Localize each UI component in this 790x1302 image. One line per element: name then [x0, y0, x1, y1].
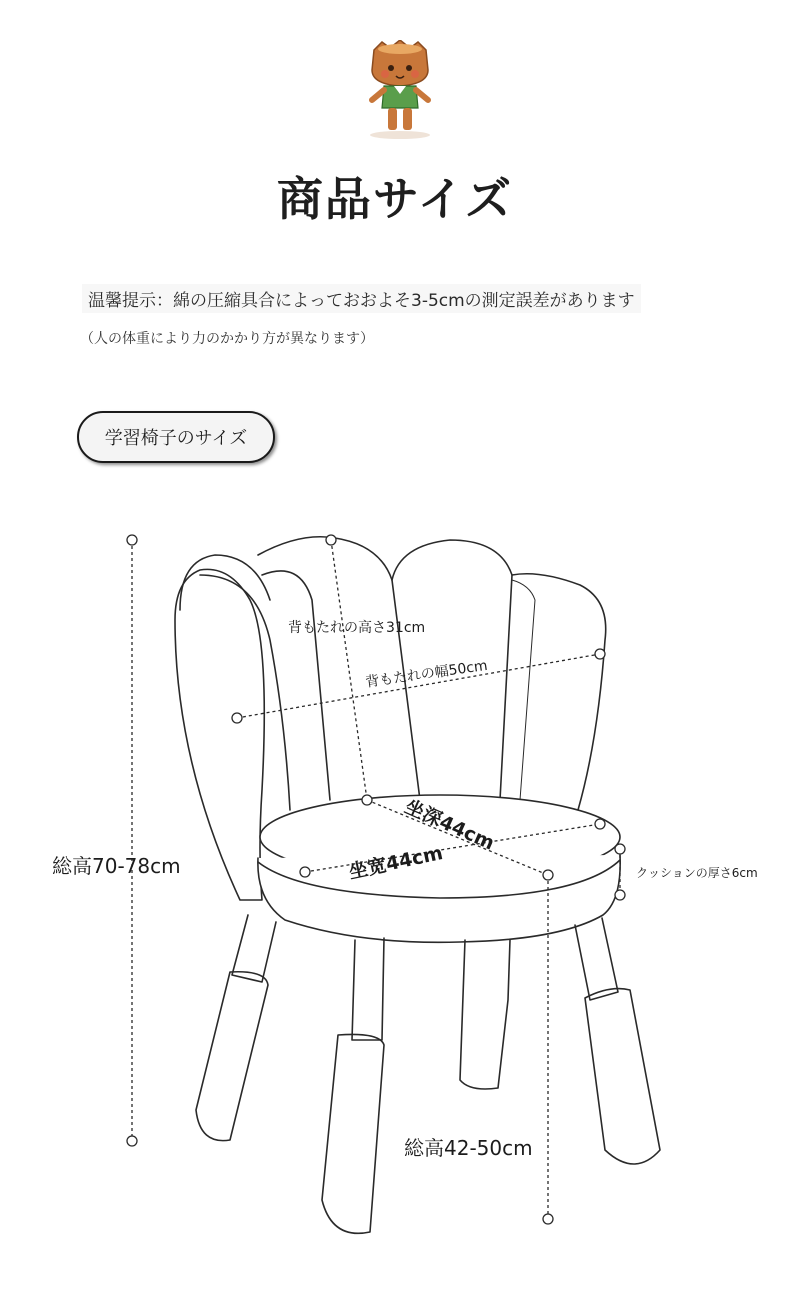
seat-width-label: 坐宽44cm	[346, 842, 445, 884]
backrest-width-label: 背もたれの幅50cm	[364, 657, 489, 691]
section-label: 学習椅子のサイズ	[104, 428, 248, 449]
seat-depth-label: 坐深44cm	[401, 795, 498, 855]
page-title: 商品サイズ	[276, 172, 514, 226]
total-height-label: 総高70-78cm	[52, 854, 181, 878]
seat-height-label: 総高42-50cm	[404, 1136, 533, 1160]
weight-note: （人の体重により力のかかり方が異なります）	[80, 331, 374, 347]
measurement-notice: 温馨提示：綿の圧縮具合によっておおよそ3-5cmの測定誤差があります	[82, 284, 641, 313]
cushion-thickness-label: クッションの厚さ6cm	[636, 866, 758, 880]
backrest-height-label: 背もたれの高さ31cm	[288, 620, 426, 636]
